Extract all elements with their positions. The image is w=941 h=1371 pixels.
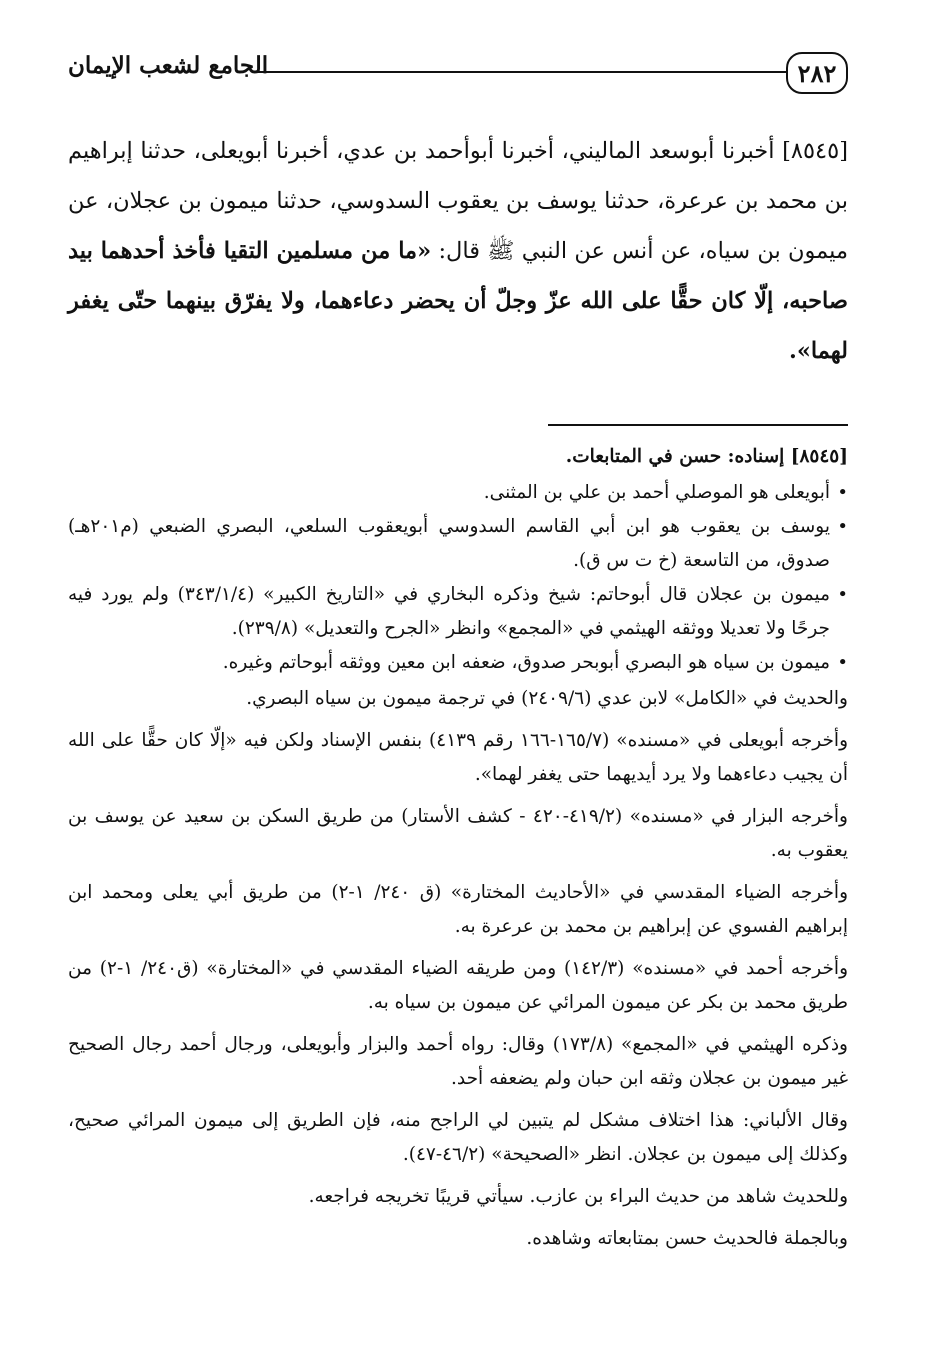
takhrij-paragraph: وأخرجه أحمد في «مسنده» (١٤٢/٣) ومن طريقه الضياء المقدسي في «المختارة» (ق٢٤٠/ ١-٢) من طريق محمد بن بكر عن ميمون المرائي عن ميمون بن سياه به. [68,958,849,1013]
header-rule [258,71,786,73]
hadith-number: [٨٥٤٥] [782,138,848,164]
narrator-note: • ميمون بن عجلان قال أبوحاتم: شيخ وذكره البخاري في «التاريخ الكبير» (٣٤٣/١/٤) ولم يورد فيه جرحًا ولا تعديلا ووثقه الهيثمي في «المجمع» وانظر «الجرح والتعديل» (٢٣٩/٨). [68,578,848,646]
hadith-matn: «ما من مسلمين التقيا فأخذ أحدهما بيد صاحبه، إلّا كان حقًّا على الله عزّ وجلّ أن يحضر دعاءهما، ولا يفرّق بينهما حتّى يغفر لهما». [68,238,848,364]
takhrij-paragraph: وأخرجه أبويعلى في «مسنده» (١٦٥/٧-١٦٦ رقم ٤١٣٩) بنفس الإسناد ولكن فيه «إلّا كان حقًّا على الله أن يجيب دعاءهما ولا يرد أيديهما حتى يغفر لهما». [68,730,849,785]
narrator-note: • ميمون بن سياه هو البصري أبوبحر صدوق، ضعفه ابن معين ووثقه أبوحاتم وغيره. [68,646,848,680]
main-text [68,126,848,376]
takhrij-paragraph: وأخرجه البزار في «مسنده» (٤١٩/٢-٤٢٠ - كشف الأستار) من طريق السكن بن سعيد عن يوسف بن يعقوب به. [68,806,848,861]
footnotes [68,440,848,1256]
footnote-separator [548,424,848,426]
narrator-note: • يوسف بن يعقوب هو ابن أبي القاسم السدوسي أبويعقوب السلعي، البصري الضبعي (م٢٠١هـ) صدوق، من التاسعة (خ ت س ق). [68,510,848,578]
takhrij-paragraph: وبالجملة فالحديث حسن بمتابعاته وشاهده. [526,1228,848,1249]
narrator-note: • أبويعلى هو الموصلي أحمد بن علي بن المثنى. [68,476,848,510]
takhrij-paragraph: والحديث في «الكامل» لابن عدي (٢٤٠٩/٦) في ترجمة ميمون بن سياه البصري. [246,688,848,709]
takhrij-paragraph: وللحديث شاهد من حديث البراء بن عازب. سيأتي قريبًا تخريجه فراجعه. [308,1186,848,1207]
isnad-chain: أخبرنا أبوسعد الماليني، أخبرنا أبوأحمد بن عدي، أخبرنا أبويعلى، حدثنا إبراهيم بن محمد بن عرعرة، حدثنا يوسف بن يعقوب السدوسي، حدثنا ميمون بن عجلان، عن ميمون بن سياه، عن أنس عن النبي ﷺ قال: [68,138,849,264]
takhrij-paragraph: وقال الألباني: هذا اختلاف مشكل لم يتبين لي الراجح منه، فإن الطريق إلى ميمون المرائي صحيح، وكذلك إلى ميمون بن عجلان. انظر «الصحيحة» (٤٦/٢-٤٧). [68,1110,848,1165]
page-number: ٢٨٢ [786,52,848,94]
takhrij-paragraph: وذكره الهيثمي في «المجمع» (١٧٣/٨) وقال: رواه أحمد والبزار وأبويعلى، ورجال أحمد رجال الصحيح غير ميمون بن عجلان وثقه ابن حبان ولم يضعفه أحد. [68,1034,848,1089]
page-header [68,40,848,98]
book-page [68,40,848,1264]
takhrij-paragraph: وأخرجه الضياء المقدسي في «الأحاديث المختارة» (ق ٢٤٠/ ١-٢) من طريق أبي يعلى ومحمد ابن إبراهيم الفسوي عن إبراهيم بن محمد بن عرعرة به. [68,882,848,937]
narrator-list [68,476,848,680]
footnote-heading: [٨٥٤٥] إسناده: حسن في المتابعات. [565,446,848,467]
running-title: الجامع لشعب الإيمان [68,52,269,79]
